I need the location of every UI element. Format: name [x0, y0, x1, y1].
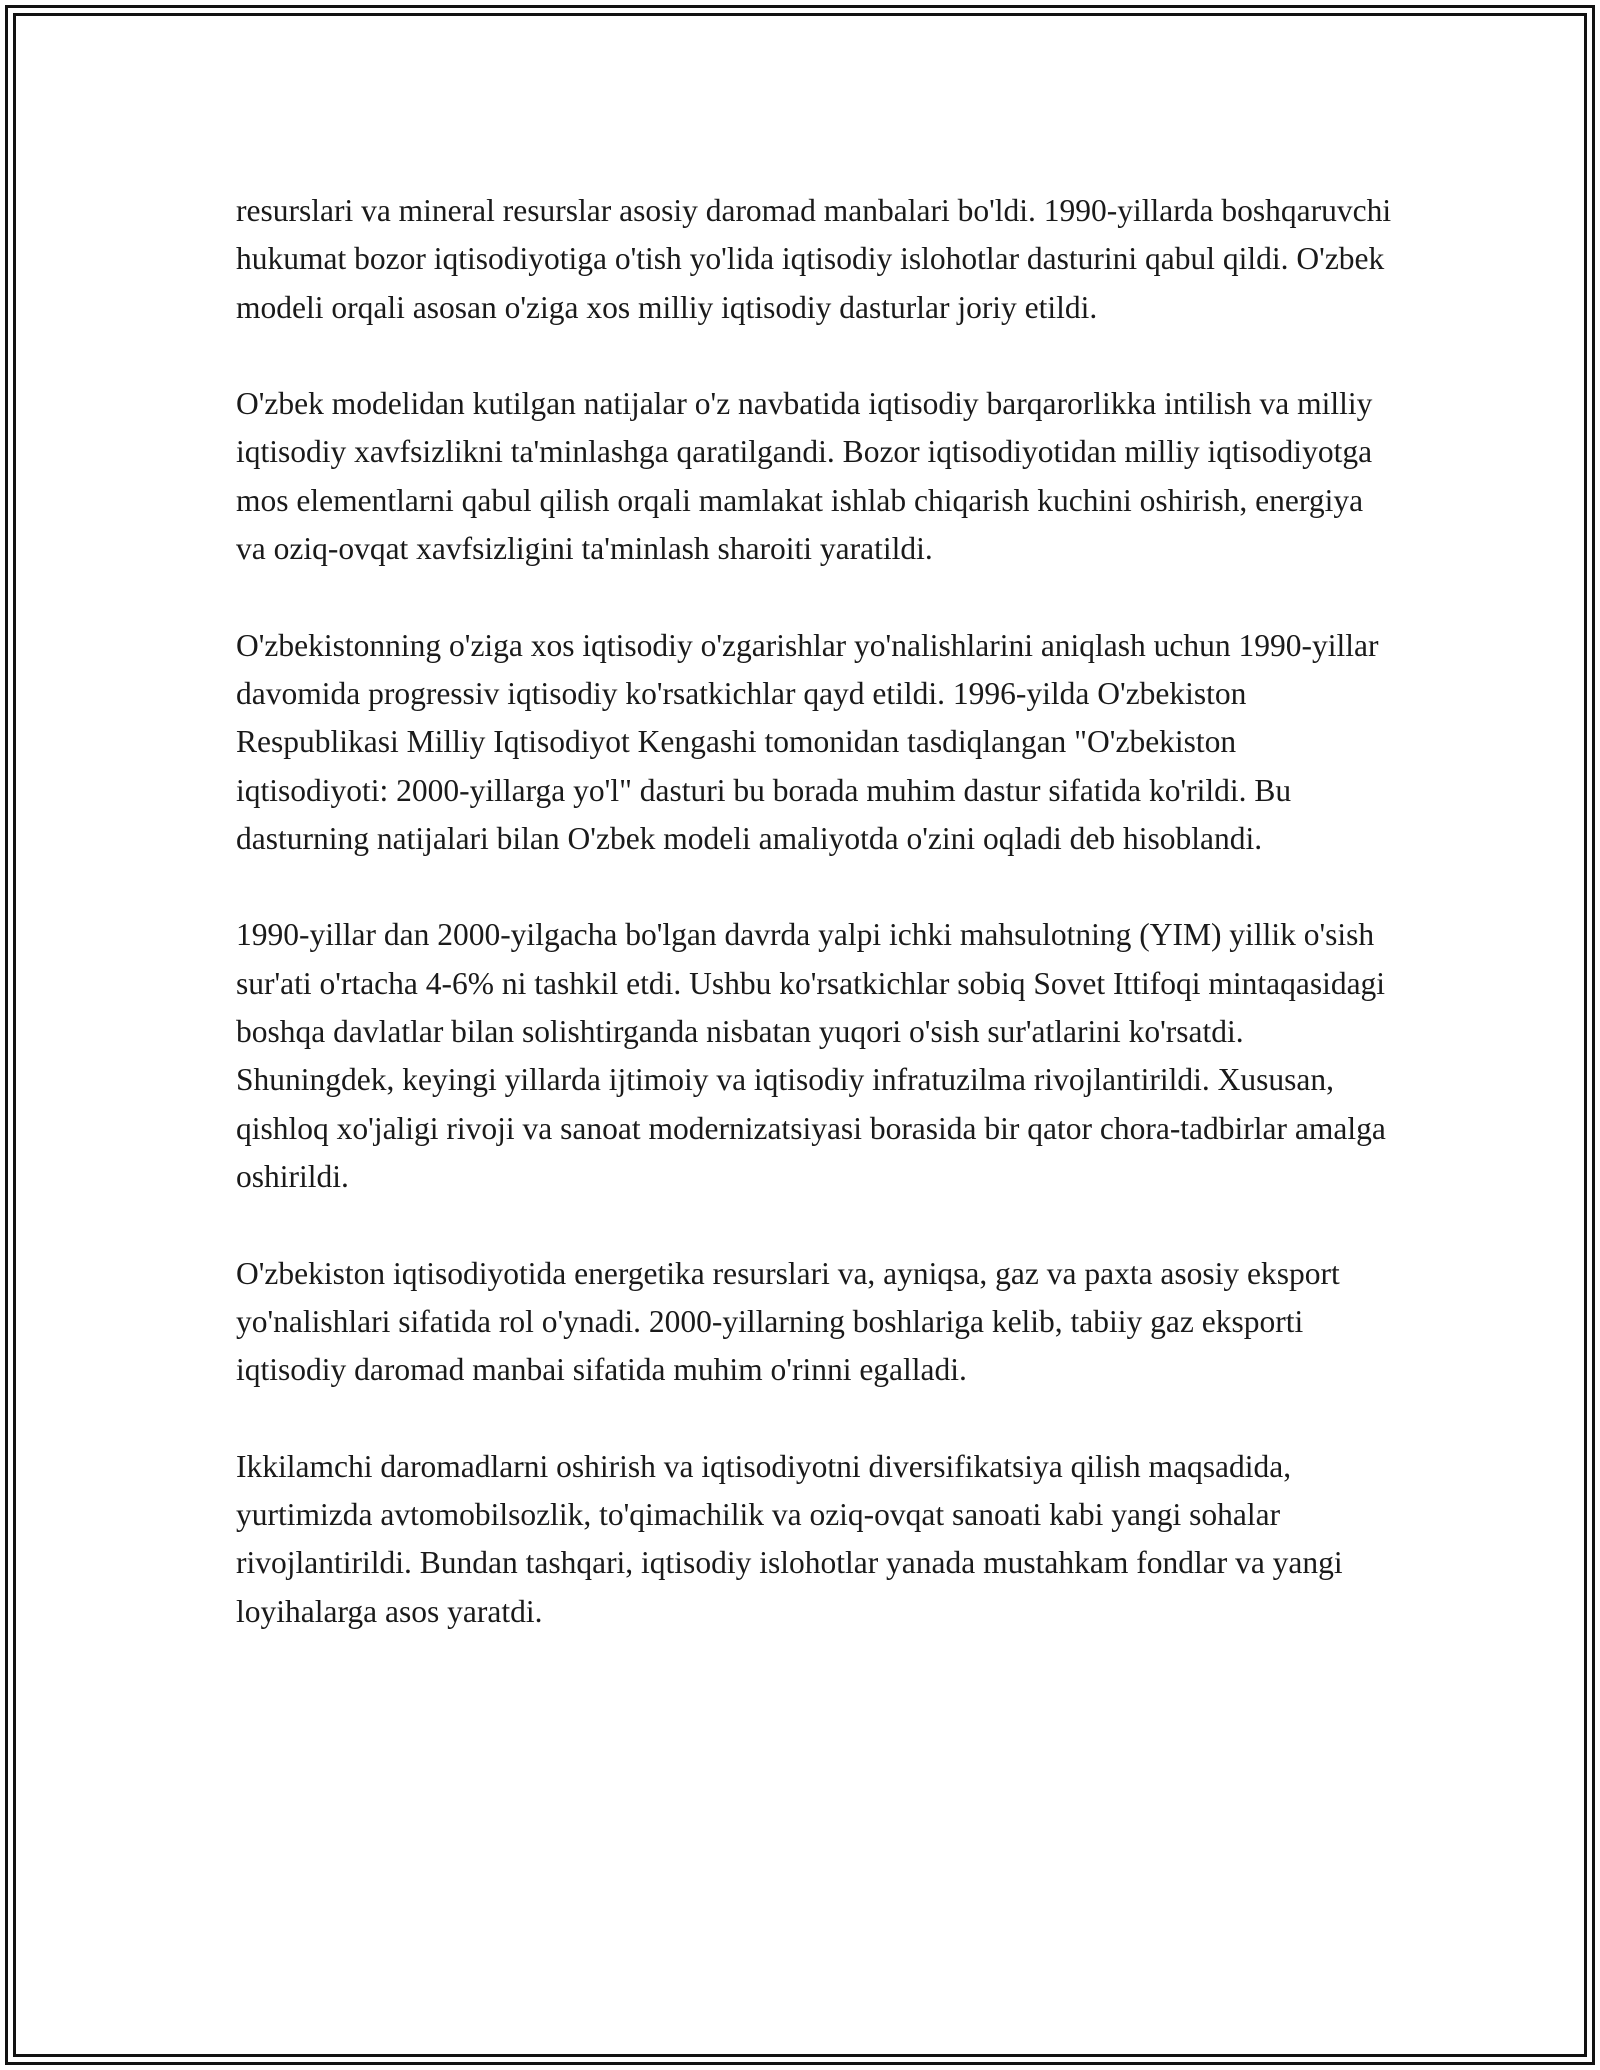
paragraph-6: Ikkilamchi daromadlarni oshirish va iqtisodiyotni diversifikatsiya qilish maqsadida, yurtimizda avtomobilsozlik, to'qimachilik va oziq-ovqat sanoati kabi yangi sohalar rivojlantirildi. Bundan tashqari, iqtisodiy islohotlar yanada mustahkam fondlar va yangi loyihalarga asos yaratdi. [236, 1448, 1343, 1629]
paragraph-3: O'zbekistonning o'ziga xos iqtisodiy o'zgarishlar yo'nalishlarini aniqlash uchun 1990-yillar davomida progressiv iqtisodiy ko'rsatkichlar qayd etildi. 1996-yilda O'zbekiston Respublikasi Milliy Iqtisodiyot Kengashi tomonidan tasdiqlangan "O'zbekiston iqtisodiyoti: 2000-yillarga yo'l" dasturi bu borada muhim dastur sifatida ko'rildi. Bu dasturning natijalari bilan O'zbek modeli amaliyotda o'zini oqladi deb hisoblandi. [236, 627, 1379, 856]
paragraph-5: O'zbekiston iqtisodiyotida energetika resurslari va, ayniqsa, gaz va paxta asosiy eksport yo'nalishlari sifatida rol o'ynadi. 2000-yillarning boshlariga kelib, tabiiy gaz eksporti iqtisodiy daromad manbai sifatida muhim o'rinni egalladi. [236, 1255, 1340, 1388]
paragraph-1: resurslari va mineral resurslar asosiy daromad manbalari bo'ldi. 1990-yillarda boshqaruvchi hukumat bozor iqtisodiyotiga o'tish yo'lida iqtisodiy islohotlar dasturini qabul qildi. O'zbek modeli orqali asosan o'ziga xos milliy iqtisodiy dasturlar joriy etildi. [236, 193, 1392, 325]
paragraph-2: O'zbek modelidan kutilgan natijalar o'z navbatida iqtisodiy barqarorlikka intilish va milliy iqtisodiy xavfsizlikni ta'minlashga qaratilgandi. Bozor iqtisodiyotidan milliy iqtisodiyotga mos elementlarni qabul qilish orqali mamlakat ishlab chiqarish kuchini oshirish, energiya va oziq-ovqat xavfsizligini ta'minlash sharoiti yaratildi. [236, 386, 1373, 567]
paragraph-4: 1990-yillar dan 2000-yilgacha bo'lgan davrda yalpi ichki mahsulotning (YIM) yillik o'sish sur'ati o'rtacha 4-6% ni tashkil etdi. Ushbu ko'rsatkichlar sobiq Sovet Ittifoqi mintaqasidagi boshqa davlatlar bilan solishtirganda nisbatan yuqori o'sish sur'atlarini ko'rsatdi. Shuningdek, keyingi yillarda ijtimoiy va iqtisodiy infratuzilma rivojlantirildi. Xususan, qishloq xo'jaligi rivoji va sanoat modernizatsiyasi borasida bir qator chora-tadbirlar amalga oshirildi. [236, 917, 1386, 1194]
document-body [236, 187, 1396, 1636]
